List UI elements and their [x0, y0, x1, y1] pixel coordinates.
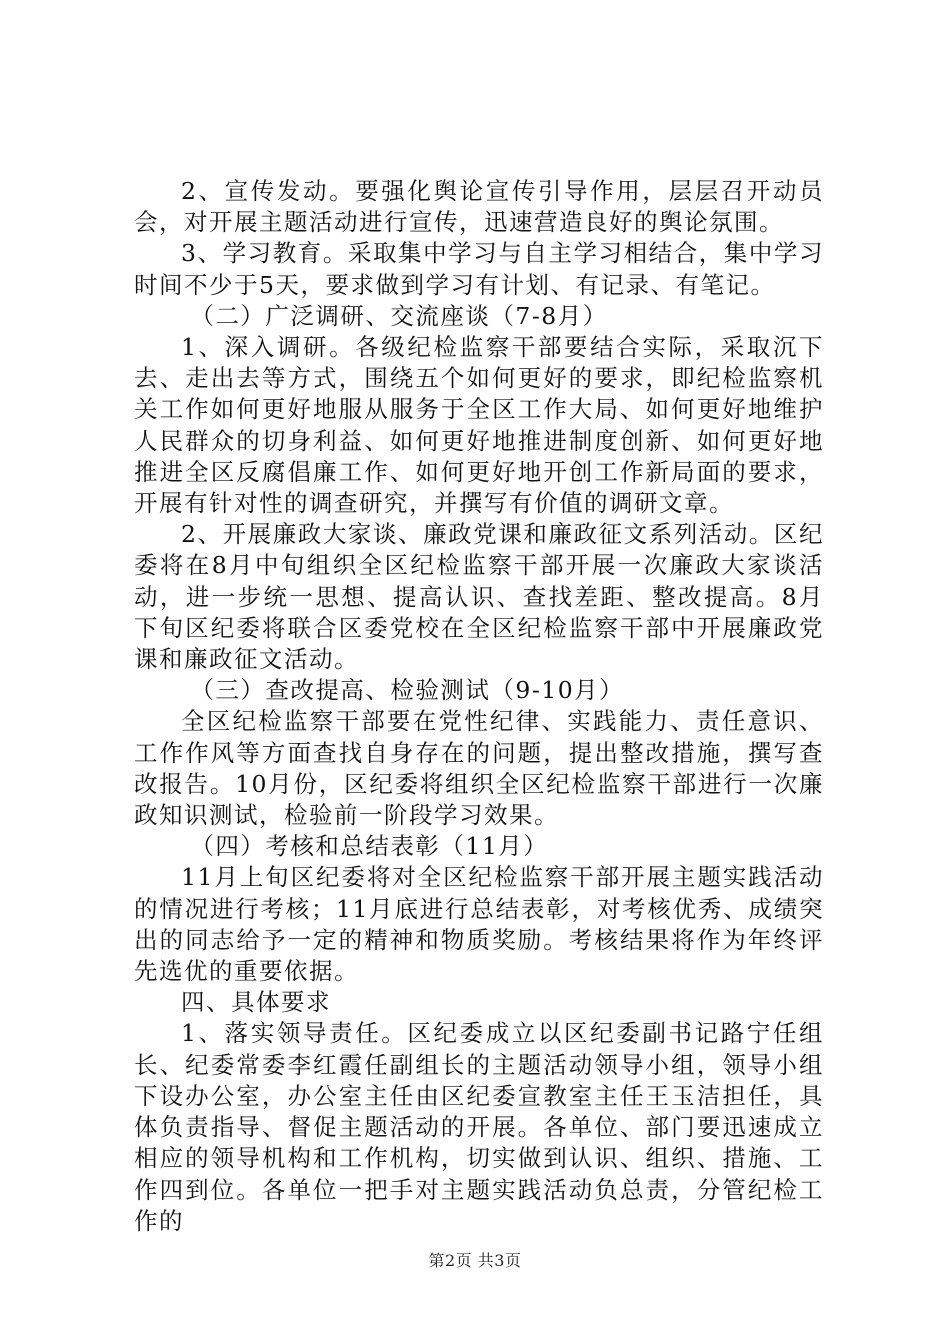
- heading-research-discussion: （二）广泛调研、交流座谈（7-8月）: [190, 301, 608, 330]
- paragraph-publicity: 2、宣传发动。要强化舆论宣传引导作用，层层召开动员会，对开展主题活动进行宣传，迅速营造良好的舆论氛围。: [134, 177, 824, 237]
- section-title-requirements: 四、具体要求: [181, 988, 331, 1017]
- paragraph-study-education: 3、学习教育。采取集中学习与自主学习相结合，集中学习时间不少于5天，要求做到学习有计划、有记录、有笔记。: [134, 239, 824, 299]
- heading-assessment-commendation: （四）考核和总结表彰（11月）: [190, 832, 549, 861]
- paragraph-leadership-responsibility: 1、落实领导责任。区纪委成立以区纪委副书记路宁任组长、纪委常委李红霞任副组长的主题活动领导小组，领导小组下设办公室，办公室主任由区纪委宣教室主任王玉洁担任，具体负责指导、督促主题活动的开展。各单位、部门要迅速成立相应的领导机构和工作机构，切实做到认识、组织、措施、工作四到位。各单位一把手对主题实践活动负总责，分管纪检工作的: [134, 1019, 824, 1235]
- paragraph-integrity-activities: 2、开展廉政大家谈、廉政党课和廉政征文系列活动。区纪委将在8月中旬组织全区纪检监察干部开展一次廉政大家谈活动，进一步统一思想、提高认识、查找差距、整改提高。8月下旬区纪委将联合区委党校在全区纪检监察干部中开展廉政党课和廉政征文活动。: [134, 520, 824, 674]
- paragraph-in-depth-research: 1、深入调研。各级纪检监察干部要结合实际，采取沉下去、走出去等方式，围绕五个如何更好的要求，即纪检监察机关工作如何更好地服从服务于全区工作大局、如何更好地维护人民群众的切身利益、如何更好地推进制度创新、如何更好地推进全区反腐倡廉工作、如何更好地开创工作新局面的要求，开展有针对性的调查研究，并撰写有价值的调研文章。: [134, 333, 824, 518]
- document-body: [134, 176, 824, 1237]
- paragraph-assessment: 11月上旬区纪委将对全区纪检监察干部开展主题实践活动的情况进行考核；11月底进行总结表彰，对考核优秀、成绩突出的同志给予一定的精神和物质奖励。考核结果将作为年终评先选优的重要依据。: [134, 863, 824, 986]
- paragraph-self-review: 全区纪检监察干部要在党性纪律、实践能力、责任意识、工作作风等方面查找自身存在的问题，提出整改措施，撰写查改报告。10月份，区纪委将组织全区纪检监察干部进行一次廉政知识测试，检验前一阶段学习效果。: [134, 707, 824, 830]
- page-number-footer: 第2页 共3页: [428, 1251, 522, 1270]
- heading-review-testing: （三）查改提高、检验测试（9-10月）: [190, 676, 625, 705]
